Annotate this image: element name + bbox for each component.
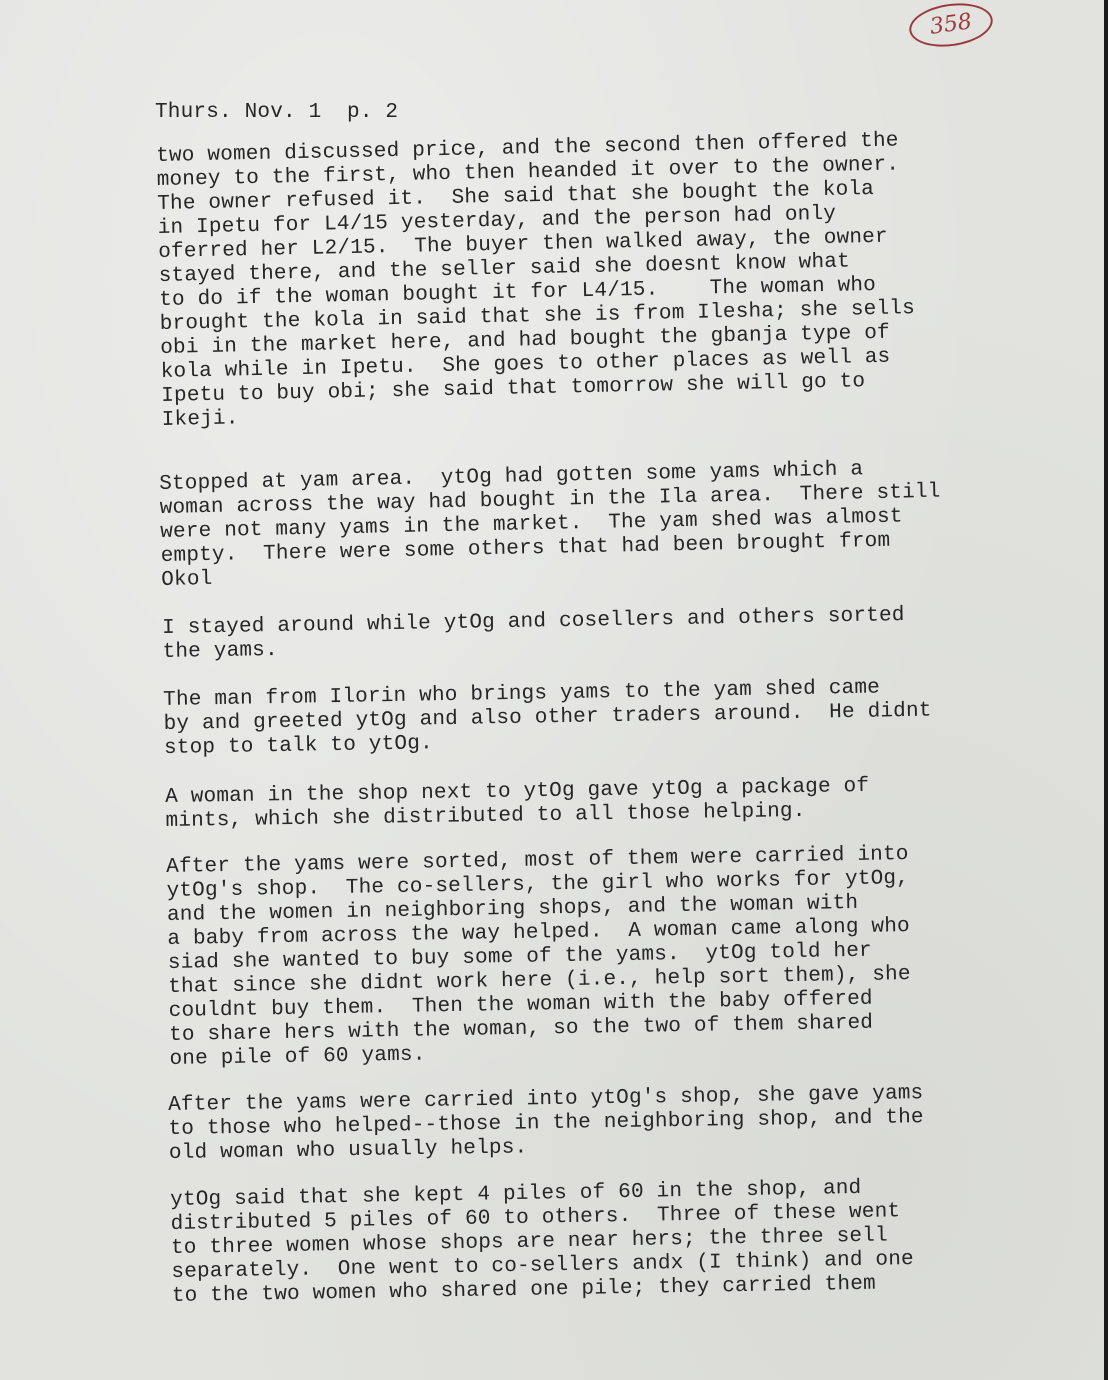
paragraph-ilorin-man: The man from Ilorin who brings yams to the yam shed came by and greeted ytOg and also other traders around. He didnt stop to talk to ytOg.	[163, 676, 932, 760]
paragraph-kola-price: two women discussed price, and the second then offered the money to the first, who then heanded it over to the owner. The owner refused it. She said that she bought the kola in Ipetu for L4/15 yesterday, and the person had only oferred her L2/15. The buyer then walked away, the owner stayed there, and the seller said she doesnt know what to do if the woman bought it for L4/15. The woman who brought the kola in said that she is from Ilesha; she sells obi in the market here, and had bought the gbanja type of kola while in Ipetu. She goes to other places as well as Ipetu to buy obi; she said that tomorrow she will go to Ikeji.	[156, 129, 916, 432]
page-edge-shadow	[1104, 0, 1108, 1380]
paragraph-piles: ytOg said that she kept 4 piles of 60 in the shop, and distributed 5 piles of 60 to others. Three of these went to three women whose shops are near hers; the three sell separately. One went to co-sellers andx (I think) and one to the two women who shared one pile; they carried them	[170, 1176, 915, 1308]
paragraph-carrying-yams: After the yams were sorted, most of them were carried into ytOg's shop. The co-sellers, the girl who works for ytOg, and the women in neighboring shops, and the woman with a baby from across the way helped. A woman came along who siad she wanted to buy some of the yams. ytOg told her that since she didnt work here (i.e., help sort them), she couldnt buy them. Then the woman with the baby offered to share hers with the woman, so the two of them shared one pile of 60 yams.	[166, 843, 911, 1071]
paragraph-mints: A woman in the shop next to ytOg gave ytOg a package of mints, which she distributed to all those helping.	[165, 774, 870, 833]
paragraph-giving-yams: After the yams were carried into ytOg's shop, she gave yams to those who helped--those in the neighboring shop, and the old woman who usually helps.	[168, 1082, 924, 1165]
page-header: Thurs. Nov. 1 p. 2	[155, 101, 399, 124]
paragraph-yam-area: Stopped at yam area. ytOg had gotten some yams which a woman across the way had bought in the Ila area. There still were not many yams in the market. The yam shed was almost empty. There were some others that had been brought from Okol	[159, 458, 941, 592]
page-number-stamp: 358	[906, 0, 995, 52]
paragraph-sorting: I stayed around while ytOg and cosellers and others sorted the yams.	[162, 604, 905, 664]
